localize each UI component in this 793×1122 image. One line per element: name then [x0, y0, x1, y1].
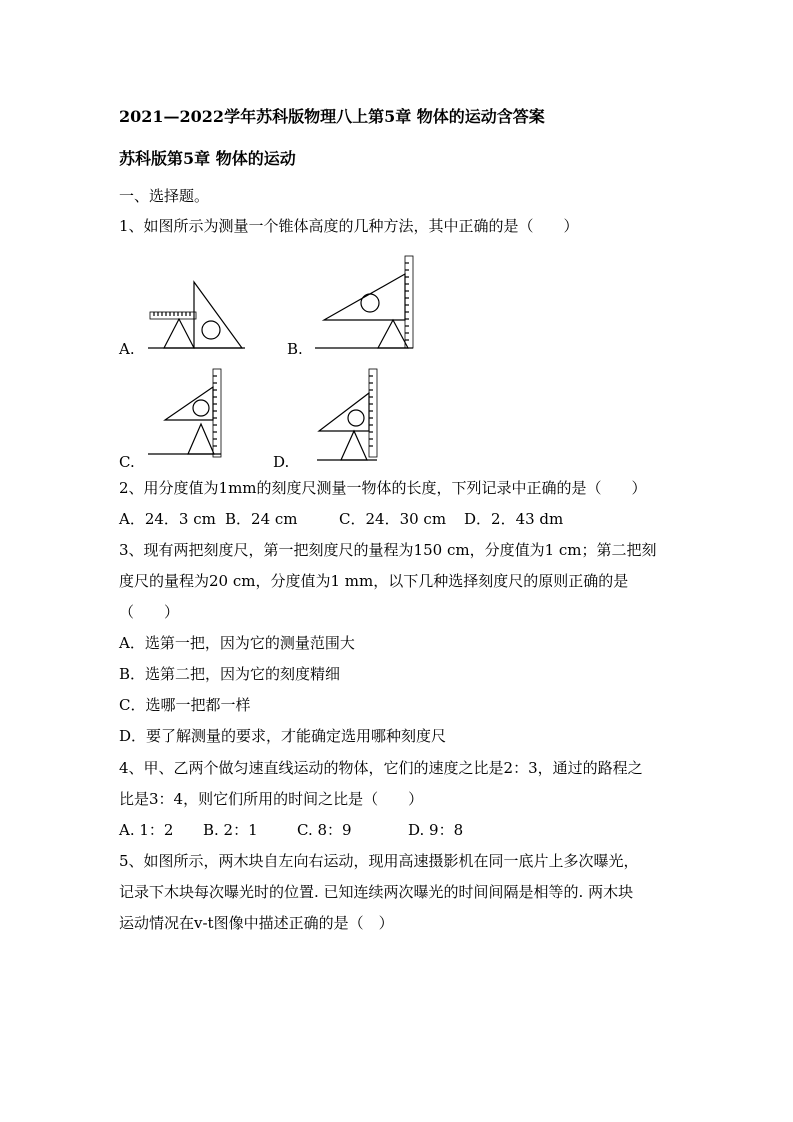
figure-option-a	[145, 278, 255, 353]
question-4-option-a: A. 1：2	[119, 821, 174, 839]
figure-option-b	[312, 253, 422, 353]
question-3-option-d: D．要了解测量的要求，才能确定选用哪种刻度尺	[119, 727, 447, 745]
figure-label-b: B.	[287, 340, 303, 358]
question-3-stem-line1: 3、现有两把刻度尺，第一把刻度尺的量程为150 cm，分度值为1 cm；第二把刻	[119, 541, 657, 559]
section-heading: 一、选择题。	[119, 187, 210, 205]
question-4-options	[119, 820, 679, 840]
figure-label-a: A.	[119, 340, 135, 358]
question-5-stem-line2: 记录下木块每次曝光时的位置. 已知连续两次曝光的时间间隔是相等的. 两木块	[119, 883, 634, 901]
question-3-option-a: A．选第一把，因为它的测量范围大	[119, 634, 355, 652]
question-2-option-d: D．2．43 dm	[464, 510, 564, 528]
question-2-option-a: A．24．3 cm	[119, 510, 216, 528]
question-3-blank: （ ）	[119, 603, 180, 621]
question-3-option-c: C．选哪一把都一样	[119, 696, 251, 714]
question-4-option-b: B. 2：1	[203, 821, 258, 839]
figure-label-d: D.	[273, 453, 290, 471]
chapter-heading: 苏科版第5章 物体的运动	[119, 149, 296, 168]
figure-option-d	[314, 367, 394, 462]
question-4-option-c: C. 8：9	[297, 821, 352, 839]
question-5-stem-line1: 5、如图所示，两木块自左向右运动，现用高速摄影机在同一底片上多次曝光，	[119, 852, 639, 870]
question-5-stem-line3: 运动情况在v-t图像中描述正确的是（ ）	[119, 914, 394, 932]
figure-label-c: C.	[119, 453, 135, 471]
question-4-stem-line1: 4、甲、乙两个做匀速直线运动的物体，它们的速度之比是2：3，通过的路程之	[119, 759, 643, 777]
question-3-option-b: B．选第二把，因为它的刻度精细	[119, 665, 341, 683]
question-4-option-d: D. 9：8	[408, 821, 464, 839]
document-title: 2021—2022学年苏科版物理八上第5章 物体的运动含答案	[119, 107, 545, 126]
question-2-option-c: C．24．30 cm	[339, 510, 447, 528]
figure-option-c	[145, 367, 235, 462]
question-2-options	[119, 509, 679, 529]
question-3-stem-line2: 度尺的量程为20 cm，分度值为1 mm，以下几种选择刻度尺的原则正确的是	[119, 572, 629, 590]
question-1-stem: 1、如图所示为测量一个锥体高度的几种方法，其中正确的是（ ）	[119, 217, 579, 235]
question-2-stem: 2、用分度值为1mm的刻度尺测量一物体的长度，下列记录中正确的是（ ）	[119, 479, 647, 497]
question-2-option-b: B．24 cm	[225, 510, 298, 528]
question-4-stem-line2: 比是3：4，则它们所用的时间之比是（ ）	[119, 790, 424, 808]
